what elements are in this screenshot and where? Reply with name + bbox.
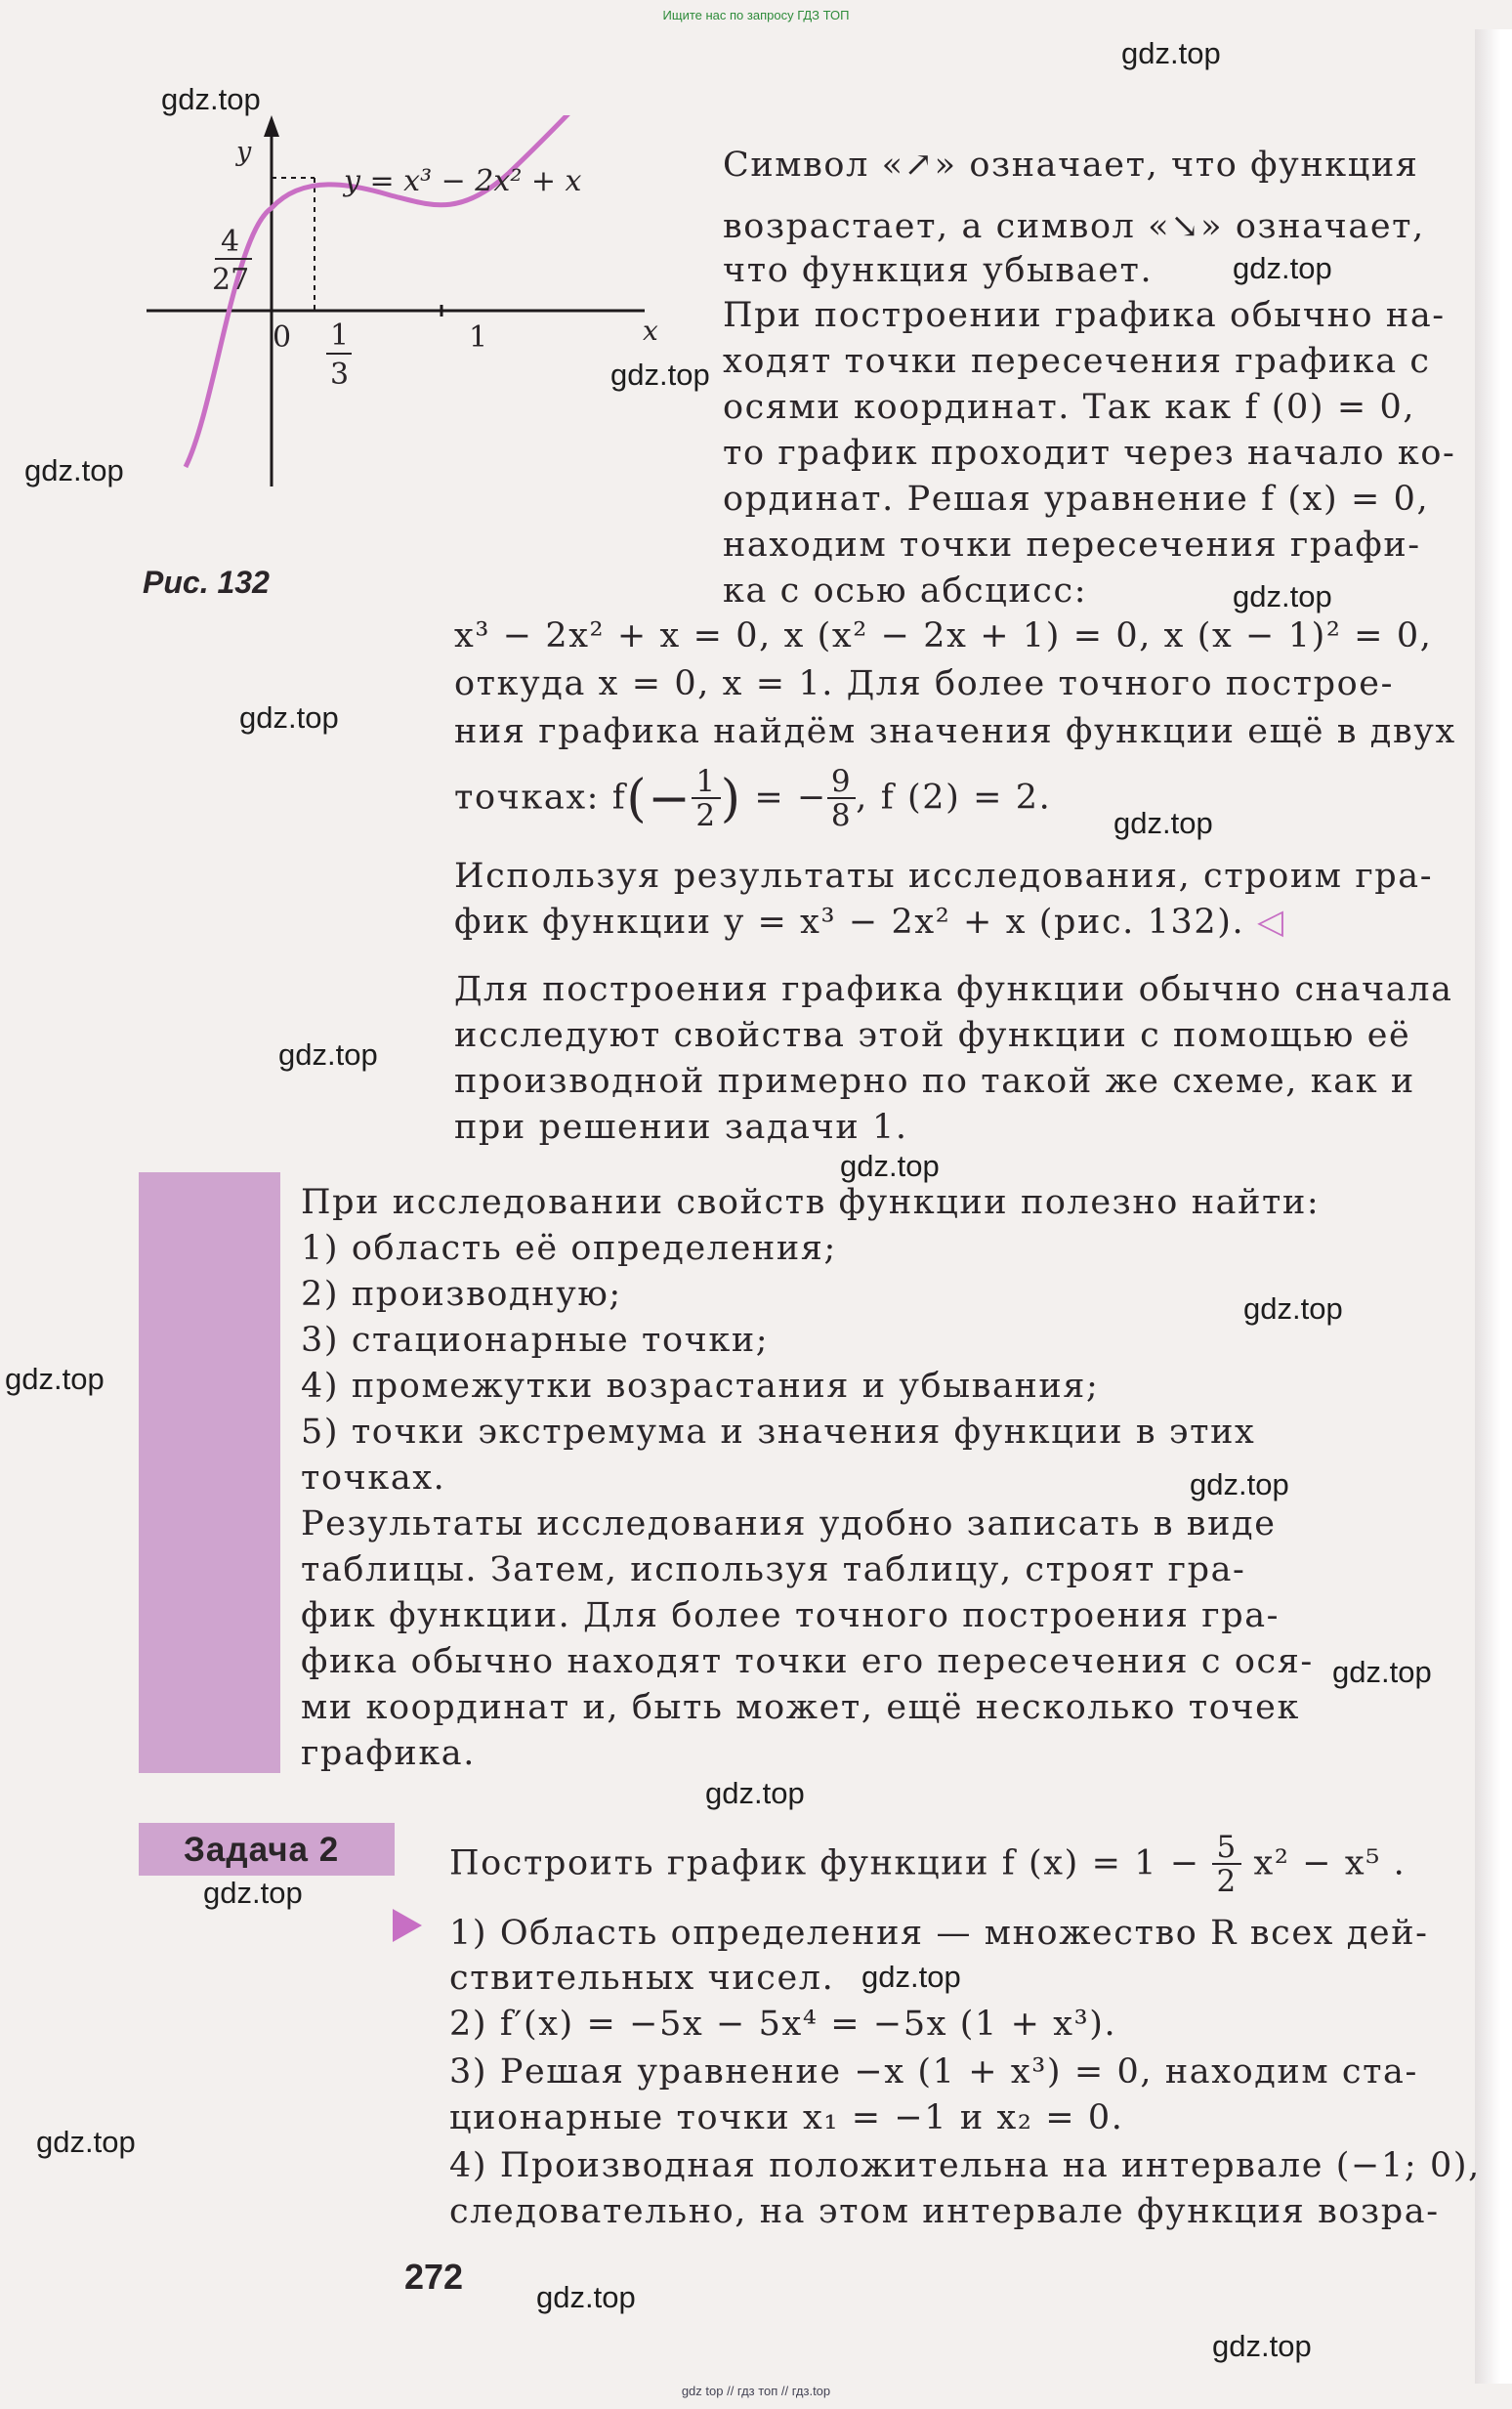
- top-banner: Ищите нас по запросу ГДЗ ТОП: [662, 8, 850, 22]
- watermark: gdz.top: [5, 1362, 105, 1396]
- box-line: таблицы. Затем, используя таблицу, строят гра-: [301, 1550, 1246, 1589]
- watermark: gdz.top: [1121, 36, 1221, 70]
- solution-line: 3) Решая уравнение −x (1 + x³) = 0, находим ста-: [449, 2052, 1418, 2092]
- box-line: 1) область её определения;: [301, 1229, 837, 1268]
- text-line: что функция убывает.: [723, 251, 1154, 290]
- watermark: gdz.top: [161, 82, 261, 116]
- watermark: gdz.top: [36, 2125, 136, 2159]
- watermark: gdz.top: [203, 1876, 303, 1910]
- box-line: При исследовании свойств функции полезно найти:: [301, 1183, 1321, 1222]
- text-line: ходят точки пересечения графика с: [723, 342, 1431, 381]
- text-line: при решении задачи 1.: [454, 1108, 908, 1147]
- box-line: 3) стационарные точки;: [301, 1321, 770, 1360]
- text-line: ния графика найдём значения функции ещё в двух: [454, 712, 1456, 751]
- label-4: 4: [221, 225, 240, 259]
- text-line: то график проходит через начало ко-: [723, 434, 1456, 473]
- watermark: gdz.top: [239, 700, 339, 735]
- task-statement: Построить график функции f (x) = 1 − $\frac{5}{2}$ x² − x⁵ .: [449, 1830, 1407, 1899]
- points-rest: , f (2) = 2.: [856, 778, 1052, 818]
- solution-line: ствительных чисел.: [449, 1959, 835, 1998]
- fraction-nine-eighths: $\frac{9}{8}$: [827, 767, 856, 831]
- text-line: находим точки пересечения графи-: [723, 526, 1421, 565]
- page-edge-shadow: [1475, 29, 1512, 2384]
- points-eq: = −: [741, 778, 827, 818]
- watermark: gdz.top: [1113, 806, 1213, 840]
- watermark: gdz.top: [1233, 251, 1332, 285]
- box-line: 2) производную;: [301, 1275, 622, 1314]
- x-axis-label: x: [643, 315, 658, 347]
- info-box-band: [139, 1172, 280, 1773]
- y-axis-label: y: [236, 137, 252, 167]
- box-line: 4) промежутки возрастания и убывания;: [301, 1367, 1100, 1406]
- points-prefix: точках: f: [454, 778, 627, 818]
- page-number: 272: [404, 2257, 464, 2297]
- fraction-bar-1-3: [326, 353, 352, 355]
- text-line-with-marker: фик функции y = x³ − 2x² + x (рис. 132). ◁: [454, 903, 1285, 942]
- watermark: gdz.top: [1212, 2329, 1312, 2363]
- box-line: Результаты исследования удобно записать в виде: [301, 1504, 1277, 1543]
- label-one-third-num: 1: [330, 318, 350, 353]
- text-line: возрастает, а символ «↘» означает,: [723, 207, 1425, 246]
- watermark: gdz.top: [1243, 1291, 1343, 1326]
- paren-open: (−: [626, 770, 693, 828]
- box-line: 5) точки экстремума и значения функции в этих: [301, 1413, 1256, 1452]
- task-label: Задача 2: [184, 1831, 340, 1869]
- solution-line: 4) Производная положительна на интервале (−1; 0),: [449, 2146, 1481, 2185]
- text-line: Для построения графика функции обычно сначала: [454, 970, 1453, 1009]
- watermark: gdz.top: [278, 1037, 378, 1072]
- text-line: x³ − 2x² + x = 0, x (x² − 2x + 1) = 0, x (x − 1)² = 0,: [454, 616, 1433, 655]
- text-line: Используя результаты исследования, строим гра-: [454, 857, 1434, 896]
- solution-start-marker: [393, 1909, 422, 1942]
- text-line: Символ «↗» означает, что функция: [723, 146, 1419, 185]
- fraction-five-halves: $\frac{5}{2}$: [1212, 1833, 1240, 1897]
- watermark: gdz.top: [536, 2280, 636, 2314]
- box-line: фика обычно находят точки его пересечения с ося-: [301, 1642, 1314, 1681]
- solution-line: следовательно, на этом интервале функция возра-: [449, 2192, 1440, 2231]
- box-line: фик функции. Для более точного построения гра-: [301, 1596, 1281, 1635]
- end-of-solution-marker: ◁: [1256, 903, 1285, 942]
- watermark: gdz.top: [1190, 1467, 1289, 1501]
- box-line: ми координат и, быть может, ещё несколько точек: [301, 1688, 1300, 1727]
- watermark: gdz.top: [861, 1960, 961, 1994]
- solution-line: 2) f′(x) = −5x − 5x⁴ = −5x (1 + x³).: [449, 2005, 1117, 2044]
- paren-close: ): [720, 770, 742, 828]
- fraction-bar-4-27: [215, 258, 252, 260]
- solution-line: 1) Область определения — множество R всех дей-: [449, 1914, 1429, 1953]
- text-line: откуда x = 0, x = 1. Для более точного построе-: [454, 664, 1395, 703]
- box-line: точках.: [301, 1458, 446, 1498]
- bottom-banner: gdz top // гдз топ // гдз.top: [681, 2384, 831, 2398]
- watermark: gdz.top: [840, 1149, 940, 1183]
- watermark: gdz.top: [1233, 579, 1332, 613]
- solution-line: ционарные точки x₁ = −1 и x₂ = 0.: [449, 2098, 1124, 2137]
- fraction-one-half: $\frac{1}{2}$: [692, 767, 720, 831]
- box-line: графика.: [301, 1734, 476, 1773]
- watermark: gdz.top: [24, 453, 124, 487]
- text-line: осями координат. Так как f (0) = 0,: [723, 388, 1416, 427]
- text-line: исследуют свойства этой функции с помощью её: [454, 1016, 1411, 1055]
- text-line: ординат. Решая уравнение f (x) = 0,: [723, 480, 1430, 519]
- text-line: При построении графика обычно на-: [723, 296, 1446, 335]
- figure-caption: Рис. 132: [143, 565, 270, 600]
- y-axis-arrow: [264, 115, 279, 137]
- watermark: gdz.top: [1332, 1655, 1432, 1689]
- label-one: 1: [469, 320, 488, 355]
- text-line: ка с осью абсцисс:: [723, 571, 1088, 611]
- label-one-third-den: 3: [330, 358, 350, 392]
- graph-equation: y = x³ − 2x² + x: [344, 164, 582, 198]
- text-line-points: [454, 764, 1052, 833]
- watermark: gdz.top: [610, 358, 710, 392]
- text-line: производной примерно по такой же схеме, как и: [454, 1062, 1415, 1101]
- watermark: gdz.top: [705, 1776, 805, 1810]
- label-origin: 0: [273, 320, 292, 355]
- label-27: 27: [212, 263, 250, 297]
